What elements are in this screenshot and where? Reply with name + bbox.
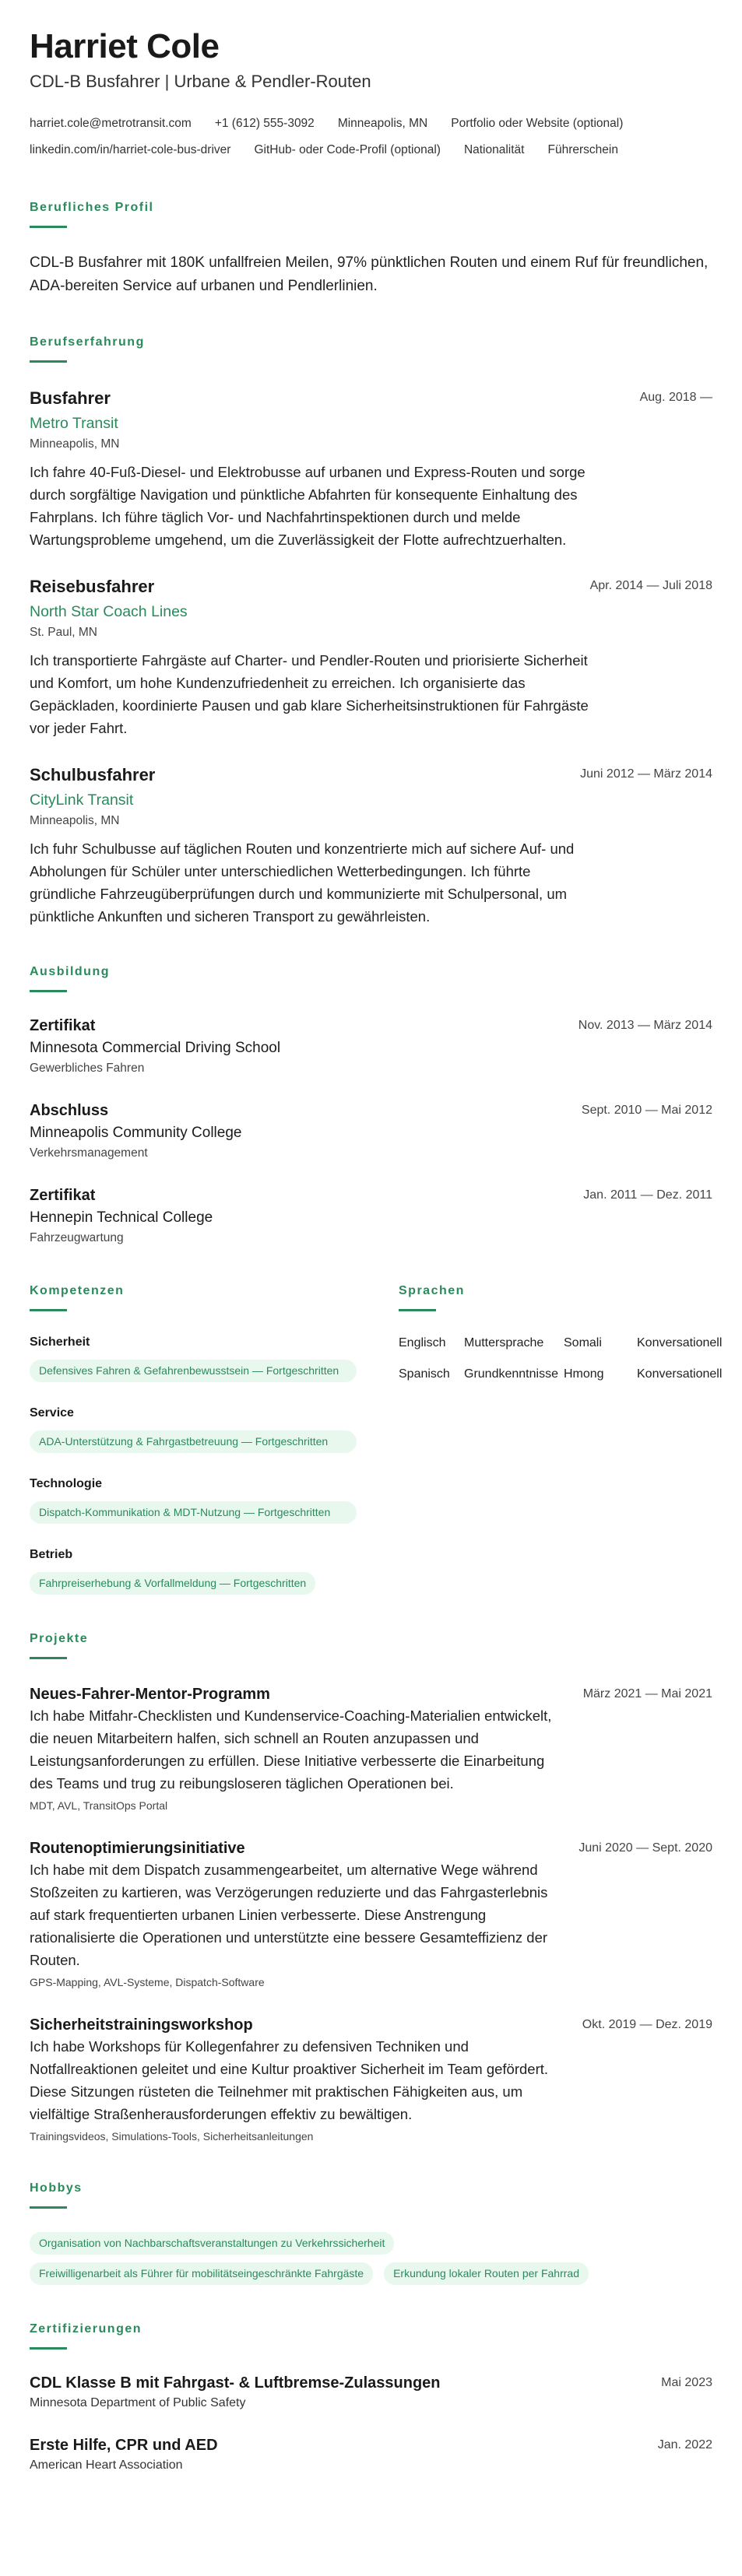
project-dates: Juni 2020 — Sept. 2020 — [578, 1841, 712, 1855]
profile-section — [30, 201, 712, 298]
degree: Abschluss — [30, 1102, 109, 1119]
hobby-chip: Freiwilligenarbeit als Führer für mobilitätseingeschränkte Fahrgäste — [30, 2262, 373, 2285]
section-divider — [30, 1309, 67, 1311]
section-divider — [30, 990, 67, 992]
education-entry — [30, 1016, 712, 1077]
company-name: North Star Coach Lines — [30, 603, 188, 620]
school-name: Minnesota Commercial Driving School — [30, 1040, 281, 1056]
field-of-study: Fahrzeugwartung — [30, 1231, 124, 1244]
experience-section — [30, 335, 712, 928]
skill-category: Service — [30, 1406, 74, 1420]
language-level: Konversationell — [637, 1336, 723, 1349]
language-level: Grundkenntnisse — [464, 1367, 558, 1381]
phone-number[interactable]: +1 (612) 555-3092 — [214, 117, 315, 130]
skill-chip: Defensives Fahren & Gefahrenbewusstsein — Fortgeschritten — [30, 1360, 357, 1382]
hobby-list — [30, 2224, 712, 2285]
job-title: Busfahrer — [30, 388, 111, 408]
section-title: Berufliches Profil — [30, 201, 154, 214]
school-name: Hennepin Technical College — [30, 1209, 213, 1226]
job-title: Schulbusfahrer — [30, 765, 156, 784]
project-name: Neues-Fahrer-Mentor-Programm — [30, 1686, 270, 1703]
job-entry — [30, 388, 712, 551]
headline: CDL-B Busfahrer | Urbane & Pendler-Routen — [30, 72, 371, 91]
school-name: Minneapolis Community College — [30, 1125, 242, 1141]
drivers-license: Führerschein — [547, 143, 618, 156]
skill-category: Sicherheit — [30, 1335, 90, 1349]
section-divider — [30, 2347, 67, 2350]
project-dates: Okt. 2019 — Dez. 2019 — [582, 2018, 712, 2031]
portfolio-link[interactable]: Portfolio oder Website (optional) — [451, 117, 624, 130]
certification-date: Jan. 2022 — [657, 2438, 712, 2451]
project-description: Ich habe Workshops für Kollegenfahrer zu defensiven Techniken und Notfallreaktionen geleitet und eine Kultur proaktiver Sicherheit im Team gefördert. Diese Sitzungen rüsteten die Teilnehmer mit praktischen Fähigkeiten aus, um vielfältige Straßenherausforderungen effektiv zu bewältigen. — [30, 2038, 549, 2122]
section-divider — [30, 2206, 67, 2209]
job-title: Reisebusfahrer — [30, 577, 155, 596]
section-title: Zertifizierungen — [30, 2322, 142, 2336]
degree: Zertifikat — [30, 1017, 96, 1034]
section-title: Projekte — [30, 1632, 89, 1645]
project-dates: März 2021 — Mai 2021 — [582, 1687, 712, 1700]
project-technologies: GPS-Mapping, AVL-Systeme, Dispatch-Software — [30, 1976, 265, 1988]
languages-section — [399, 1284, 723, 1595]
section-title: Ausbildung — [30, 965, 110, 978]
certification-entry — [30, 2373, 712, 2412]
certification-name: CDL Klasse B mit Fahrgast- & Luftbremse-Zulassungen — [30, 2374, 441, 2392]
skill-chip: Fahrpreiserhebung & Vorfallmeldung — Fortgeschritten — [30, 1572, 315, 1595]
section-title: Berufserfahrung — [30, 335, 145, 349]
job-description: Ich fuhr Schulbusse auf täglichen Routen und konzentrierte mich auf sichere Auf- und Abholungen für Schüler unter unterschiedlichen Wetterbedingungen. Ich führte gründliche Fahrzeugüberprüfungen durch und kommunizierte mit Schulpersonal, um pünktliche Ankunften und sicheren Transport zu gewährleisten. — [30, 841, 575, 925]
project-technologies: MDT, AVL, TransitOps Portal — [30, 1799, 168, 1812]
language-name: Somali — [564, 1336, 602, 1349]
candidate-name: Harriet Cole — [30, 27, 220, 65]
skills-section — [30, 1284, 357, 1595]
github-link[interactable]: GitHub- oder Code-Profil (optional) — [254, 143, 441, 156]
field-of-study: Verkehrsmanagement — [30, 1146, 148, 1160]
skill-chip: ADA-Unterstützung & Fahrgastbetreuung — Fortgeschritten — [30, 1430, 357, 1453]
certifications-section — [30, 2322, 712, 2474]
hobby-chip: Organisation von Nachbarschaftsveranstaltungen zu Verkehrssicherheit — [30, 2232, 394, 2255]
skill-chip: Dispatch-Kommunikation & MDT-Nutzung — Fortgeschritten — [30, 1501, 357, 1524]
contact-list — [30, 111, 712, 163]
language-name: Englisch — [399, 1336, 446, 1349]
job-dates: Aug. 2018 — — [639, 391, 712, 404]
email-link[interactable]: harriet.cole@metrotransit.com — [30, 117, 192, 130]
skill-category: Technologie — [30, 1477, 103, 1490]
project-description: Ich habe mit dem Dispatch zusammengearbeitet, um alternative Wege während Stoßzeiten zu kartieren, was Verzögerungen reduzierte und das Fahrgasterlebnis auf stark frequentierten urbanen Linien verbesserte. Diese Anstrengung rationalisierte die Operationen und unterstützte eine bessere Gesamteffizienz der Routen. — [30, 1862, 548, 1968]
field-of-study: Gewerbliches Fahren — [30, 1062, 145, 1075]
hobby-chip: Erkundung lokaler Routen per Fahrrad — [384, 2262, 589, 2285]
project-name: Sicherheitstrainingsworkshop — [30, 2016, 253, 2034]
language-name: Spanisch — [399, 1367, 450, 1381]
job-location: Minneapolis, MN — [30, 814, 120, 827]
language-name: Hmong — [564, 1367, 604, 1381]
project-technologies: Trainingsvideos, Simulations-Tools, Sicherheitsanleitungen — [30, 2130, 314, 2143]
company-name: Metro Transit — [30, 415, 118, 432]
certification-issuer: Minnesota Department of Public Safety — [30, 2396, 246, 2409]
certification-date: Mai 2023 — [661, 2376, 712, 2389]
linkedin-link[interactable]: linkedin.com/in/harriet-cole-bus-driver — [30, 143, 231, 156]
education-entry — [30, 1100, 712, 1162]
section-divider — [30, 360, 67, 363]
profile-summary: CDL-B Busfahrer mit 180K unfallfreien Meilen, 97% pünktlichen Routen und einem Ruf für freundlichen, ADA-bereiten Service auf urbanen und Pendlerlinien. — [30, 254, 709, 294]
project-entry — [30, 1838, 712, 1990]
job-dates: Juni 2012 — März 2014 — [580, 767, 712, 781]
education-dates: Sept. 2010 — Mai 2012 — [581, 1104, 712, 1117]
project-entry — [30, 1684, 712, 1813]
job-description: Ich transportierte Fahrgäste auf Charter- und Pendler-Routen und priorisierte Sicherheit und Komfort, um hohe Kundenzufriedenheit zu erreichen. Ich organisierte das Gepäckladen, koordinierte Pausen und gab klare Sicherheitsinstruktionen für Fahrgäste vor jeder Fahrt. — [30, 652, 589, 736]
job-description: Ich fahre 40-Fuß-Diesel- und Elektrobusse auf urbanen und Express-Routen und sorge durch sorgfältige Navigation und pünktliche Abfahrten für konsequente Einhaltung des Fahrplans. Ich führe täglich Vor- und Nachfahrtinspektionen durch und melde Wartungsprobleme umgehend, um die Zuverlässigkeit der Flotte aufrechtzuerhalten. — [30, 464, 586, 548]
skill-category: Betrieb — [30, 1548, 73, 1561]
section-divider — [399, 1309, 436, 1311]
certification-name: Erste Hilfe, CPR und AED — [30, 2437, 218, 2454]
hobbies-section — [30, 2181, 712, 2285]
project-entry — [30, 2015, 712, 2144]
job-dates: Apr. 2014 — Juli 2018 — [589, 579, 712, 592]
certification-issuer: American Heart Association — [30, 2458, 183, 2472]
language-level: Muttersprache — [464, 1336, 544, 1349]
job-entry — [30, 764, 712, 928]
section-title: Hobbys — [30, 2181, 83, 2195]
education-dates: Jan. 2011 — Dez. 2011 — [583, 1188, 712, 1202]
company-name: CityLink Transit — [30, 791, 134, 809]
section-divider — [30, 1657, 67, 1659]
language-row — [399, 1366, 723, 1383]
job-entry — [30, 576, 712, 739]
nationality: Nationalität — [463, 143, 525, 156]
education-entry — [30, 1185, 712, 1247]
section-divider — [30, 226, 67, 228]
language-level: Konversationell — [637, 1367, 723, 1381]
section-title: Sprachen — [399, 1284, 465, 1297]
education-dates: Nov. 2013 — März 2014 — [578, 1019, 712, 1032]
education-section — [30, 965, 712, 1247]
degree: Zertifikat — [30, 1187, 96, 1204]
project-name: Routenoptimierungsinitiative — [30, 1840, 245, 1857]
projects-section — [30, 1632, 712, 2144]
language-row — [399, 1335, 723, 1352]
job-location: St. Paul, MN — [30, 626, 97, 639]
job-location: Minneapolis, MN — [30, 437, 120, 451]
location: Minneapolis, MN — [337, 117, 428, 130]
project-description: Ich habe Mitfahr-Checklisten und Kundenservice-Coaching-Materialien entwickelt, die neuen Mitarbeitern halfen, sich schnell an Routen anzupassen und Leistungsanforderungen zu erfüllen. Diese Initiative verbesserte die Einarbeitung des Teams und trug zu reibungsloseren täglichen Operationen bei. — [30, 1707, 552, 1792]
skills-languages-row — [30, 1284, 723, 1595]
section-title: Kompetenzen — [30, 1284, 125, 1297]
certification-entry — [30, 2435, 712, 2474]
